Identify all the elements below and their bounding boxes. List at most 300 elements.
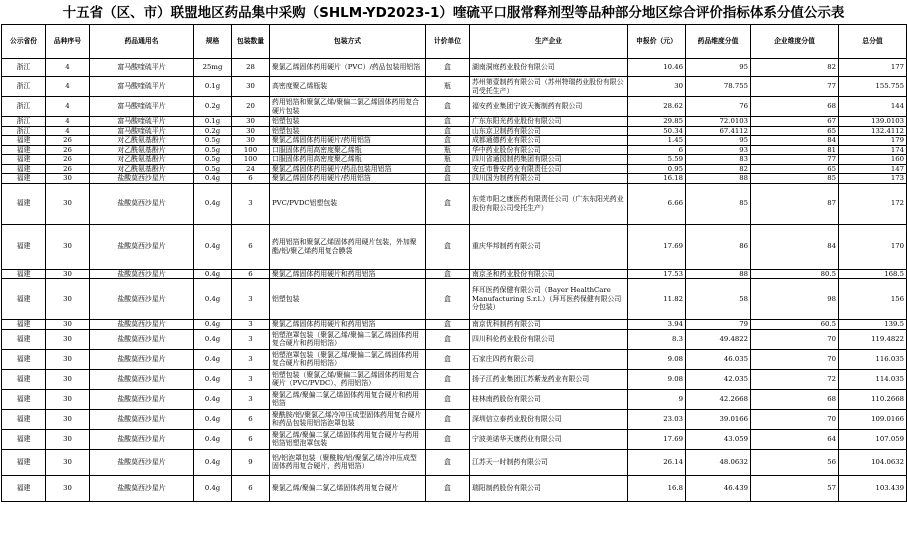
col-header-item-no: 品种序号 — [46, 25, 90, 59]
cell-spec: 25mg — [194, 59, 232, 77]
cell-spec: 0.5g — [194, 164, 232, 174]
cell-price: 16.8 — [628, 475, 686, 501]
cell-unit: 盒 — [426, 369, 470, 389]
header-row — [2, 25, 907, 59]
cell-spec: 0.2g — [194, 126, 232, 136]
cell-unit: 盒 — [426, 136, 470, 146]
cell-spec: 0.4g — [194, 224, 232, 269]
cell-spec: 0.4g — [194, 429, 232, 449]
cell-province: 福建 — [2, 320, 46, 330]
cell-province: 浙江 — [2, 59, 46, 77]
col-header-drug-score: 药品维度分值 — [686, 25, 751, 59]
cell-manufacturer: 东莞市阳之康医药有限责任公司（广东东阳光药业股份有限公司受托生产） — [470, 183, 628, 224]
table-row — [2, 126, 907, 136]
cell-pack-type: 铝塑包装 — [270, 126, 426, 136]
col-header-province: 公示省份 — [2, 25, 46, 59]
cell-pack-type: 聚氯乙烯固体药用硬片和药用铝箔 — [270, 269, 426, 279]
col-header-pack-qty: 包装数量 — [232, 25, 270, 59]
cell-manufacturer: 广东东阳光药业股份有限公司 — [470, 117, 628, 127]
cell-pack-qty: 3 — [232, 389, 270, 409]
cell-price: 30 — [628, 77, 686, 97]
cell-drug-name: 盐酸莫西沙星片 — [90, 369, 194, 389]
col-header-unit: 计价单位 — [426, 25, 470, 59]
cell-unit: 盒 — [426, 183, 470, 224]
cell-province: 福建 — [2, 409, 46, 429]
cell-manufacturer: 四川国为制药有限公司 — [470, 174, 628, 184]
cell-total-score: 110.2668 — [839, 389, 907, 409]
cell-total-score: 116.035 — [839, 349, 907, 369]
cell-company-score: 82 — [751, 59, 839, 77]
cell-manufacturer: 深圳信立泰药业股份有限公司 — [470, 409, 628, 429]
cell-pack-qty: 30 — [232, 126, 270, 136]
cell-pack-type: 口服固体药用高密度聚乙烯瓶 — [270, 145, 426, 155]
cell-total-score: 156 — [839, 279, 907, 320]
cell-pack-qty: 6 — [232, 475, 270, 501]
table-row — [2, 429, 907, 449]
cell-manufacturer: 南京优科制药有限公司 — [470, 320, 628, 330]
table-row — [2, 145, 907, 155]
cell-total-score: 119.4822 — [839, 329, 907, 349]
cell-price: 6.66 — [628, 183, 686, 224]
cell-total-score: 144 — [839, 97, 907, 117]
cell-company-score: 81 — [751, 145, 839, 155]
cell-price: 10.46 — [628, 59, 686, 77]
cell-company-score: 84 — [751, 136, 839, 146]
cell-unit: 盒 — [426, 475, 470, 501]
cell-price: 28.62 — [628, 97, 686, 117]
cell-item-no: 30 — [46, 449, 90, 475]
cell-manufacturer: 山东京卫制药有限公司 — [470, 126, 628, 136]
cell-pack-type: 铝塑包装 — [270, 117, 426, 127]
cell-spec: 0.4g — [194, 475, 232, 501]
cell-drug-name: 盐酸莫西沙星片 — [90, 183, 194, 224]
cell-spec: 0.4g — [194, 183, 232, 224]
cell-company-score: 72 — [751, 369, 839, 389]
table-row — [2, 117, 907, 127]
cell-drug-score: 85 — [686, 183, 751, 224]
cell-drug-score: 42.035 — [686, 369, 751, 389]
cell-spec: 0.2g — [194, 97, 232, 117]
cell-pack-qty: 3 — [232, 349, 270, 369]
cell-unit: 盒 — [426, 126, 470, 136]
cell-drug-name: 盐酸莫西沙星片 — [90, 349, 194, 369]
cell-manufacturer: 拜耳医药保健有限公司（Bayer HealthCare Manufacturing S.r.l.）（拜耳医药保健有限公司分包装） — [470, 279, 628, 320]
cell-pack-qty: 6 — [232, 224, 270, 269]
cell-spec: 0.4g — [194, 329, 232, 349]
cell-pack-type: 聚氯乙烯/聚偏二氯乙烯固体药用复合硬片与药用铝箔铝塑泡罩包装 — [270, 429, 426, 449]
cell-pack-qty: 3 — [232, 369, 270, 389]
cell-pack-type: 聚氯乙烯固体药用硬片/药品包装用铝箔 — [270, 164, 426, 174]
cell-item-no: 26 — [46, 145, 90, 155]
cell-total-score: 132.4112 — [839, 126, 907, 136]
cell-drug-score: 79 — [686, 320, 751, 330]
cell-province: 浙江 — [2, 126, 46, 136]
cell-pack-qty: 30 — [232, 117, 270, 127]
cell-pack-type: 口服固体药用高密度聚乙烯瓶 — [270, 155, 426, 165]
cell-unit: 盒 — [426, 349, 470, 369]
cell-drug-name: 盐酸莫西沙星片 — [90, 389, 194, 409]
cell-manufacturer: 重庆华邦制药有限公司 — [470, 224, 628, 269]
cell-province: 浙江 — [2, 97, 46, 117]
cell-unit: 盒 — [426, 329, 470, 349]
score-table — [1, 24, 907, 502]
cell-pack-type: 聚氯乙烯/聚偏二氯乙烯固体药用复合硬片 — [270, 475, 426, 501]
cell-total-score: 172 — [839, 183, 907, 224]
cell-total-score: 160 — [839, 155, 907, 165]
cell-manufacturer: 成都通德药业有限公司 — [470, 136, 628, 146]
cell-drug-name: 对乙酰氨基酚片 — [90, 164, 194, 174]
cell-drug-name: 富马酸喹硫平片 — [90, 117, 194, 127]
cell-total-score: 173 — [839, 174, 907, 184]
cell-pack-type: 聚氯乙烯/聚偏二氯乙烯固体药用复合硬片和药用铝箔 — [270, 389, 426, 409]
cell-drug-score: 72.0103 — [686, 117, 751, 127]
cell-drug-score: 95 — [686, 136, 751, 146]
cell-price: 29.85 — [628, 117, 686, 127]
cell-drug-name: 盐酸莫西沙星片 — [90, 174, 194, 184]
cell-item-no: 30 — [46, 269, 90, 279]
cell-price: 0.95 — [628, 164, 686, 174]
cell-total-score: 139.0103 — [839, 117, 907, 127]
table-row — [2, 97, 907, 117]
cell-pack-qty: 3 — [232, 279, 270, 320]
table-row — [2, 174, 907, 184]
col-header-company-score: 企业维度分值 — [751, 25, 839, 59]
cell-total-score: 104.0632 — [839, 449, 907, 475]
table-row — [2, 155, 907, 165]
cell-pack-qty: 6 — [232, 269, 270, 279]
cell-province: 福建 — [2, 183, 46, 224]
cell-spec: 0.4g — [194, 279, 232, 320]
cell-pack-type: 铝/铝泡罩包装（聚酰胺/铝/聚氯乙烯冷冲压成型固体药用复合硬片，药用铝箔） — [270, 449, 426, 475]
cell-pack-type: 高密度聚乙烯瓶装 — [270, 77, 426, 97]
cell-price: 50.34 — [628, 126, 686, 136]
cell-item-no: 30 — [46, 409, 90, 429]
cell-spec: 0.4g — [194, 174, 232, 184]
cell-spec: 0.1g — [194, 117, 232, 127]
cell-price: 6 — [628, 145, 686, 155]
cell-province: 福建 — [2, 224, 46, 269]
cell-drug-score: 49.4822 — [686, 329, 751, 349]
cell-company-score: 77 — [751, 77, 839, 97]
cell-company-score: 87 — [751, 183, 839, 224]
cell-unit: 盒 — [426, 429, 470, 449]
cell-province: 福建 — [2, 349, 46, 369]
cell-item-no: 30 — [46, 279, 90, 320]
cell-pack-type: 药用铝箔和聚氯乙烯/聚偏二氯乙烯固体药用复合硬片包装 — [270, 97, 426, 117]
cell-province: 浙江 — [2, 117, 46, 127]
cell-manufacturer: 福安药业集团宁波天衡制药有限公司 — [470, 97, 628, 117]
cell-pack-type: 聚氯乙烯固体药用硬片/药用铝箔 — [270, 174, 426, 184]
cell-item-no: 30 — [46, 183, 90, 224]
cell-company-score: 64 — [751, 429, 839, 449]
cell-company-score: 80.5 — [751, 269, 839, 279]
table-row — [2, 183, 907, 224]
col-header-pack-type: 包装方式 — [270, 25, 426, 59]
cell-drug-score: 58 — [686, 279, 751, 320]
cell-price: 23.03 — [628, 409, 686, 429]
cell-total-score: 168.5 — [839, 269, 907, 279]
cell-total-score: 174 — [839, 145, 907, 155]
col-header-total-score: 总分值 — [839, 25, 907, 59]
cell-spec: 0.1g — [194, 77, 232, 97]
cell-manufacturer: 四川科伦药业股份有限公司 — [470, 329, 628, 349]
cell-province: 福建 — [2, 269, 46, 279]
cell-pack-qty: 6 — [232, 409, 270, 429]
cell-pack-qty: 100 — [232, 155, 270, 165]
cell-price: 17.53 — [628, 269, 686, 279]
cell-item-no: 30 — [46, 369, 90, 389]
cell-company-score: 68 — [751, 389, 839, 409]
cell-unit: 盒 — [426, 117, 470, 127]
cell-item-no: 30 — [46, 224, 90, 269]
cell-province: 福建 — [2, 279, 46, 320]
cell-drug-score: 86 — [686, 224, 751, 269]
cell-total-score: 179 — [839, 136, 907, 146]
table-row — [2, 77, 907, 97]
cell-price: 11.82 — [628, 279, 686, 320]
cell-drug-name: 盐酸莫西沙星片 — [90, 269, 194, 279]
cell-drug-score: 93 — [686, 145, 751, 155]
cell-item-no: 26 — [46, 164, 90, 174]
cell-unit: 瓶 — [426, 155, 470, 165]
cell-unit: 盒 — [426, 97, 470, 117]
cell-province: 福建 — [2, 475, 46, 501]
table-row — [2, 164, 907, 174]
table-row — [2, 59, 907, 77]
cell-province: 福建 — [2, 329, 46, 349]
cell-drug-name: 盐酸莫西沙星片 — [90, 329, 194, 349]
cell-price: 5.59 — [628, 155, 686, 165]
table-row — [2, 409, 907, 429]
cell-pack-qty: 30 — [232, 136, 270, 146]
cell-item-no: 30 — [46, 429, 90, 449]
cell-drug-score: 95 — [686, 59, 751, 77]
cell-total-score: 147 — [839, 164, 907, 174]
cell-pack-type: 铝塑泡罩包装（聚氯乙烯/聚偏二氯乙烯固体药用复合硬片和药用铝箔） — [270, 349, 426, 369]
cell-company-score: 56 — [751, 449, 839, 475]
cell-pack-qty: 3 — [232, 329, 270, 349]
cell-drug-name: 对乙酰氨基酚片 — [90, 155, 194, 165]
table-row — [2, 389, 907, 409]
cell-spec: 0.4g — [194, 369, 232, 389]
cell-manufacturer: 四川省通园制药集团有限公司 — [470, 155, 628, 165]
cell-item-no: 26 — [46, 136, 90, 146]
cell-province: 福建 — [2, 389, 46, 409]
cell-spec: 0.4g — [194, 449, 232, 475]
cell-pack-type: 铝塑包装 — [270, 279, 426, 320]
cell-company-score: 70 — [751, 329, 839, 349]
cell-pack-type: 药用铝箔和聚氯乙烯固体药用硬片包装，外加聚酯/铝/聚乙烯药用复合膜袋 — [270, 224, 426, 269]
page-title: 十五省（区、市）联盟地区药品集中采购（SHLM-YD2023-1）喹硫平口服常释剂型等品种部分地区综合评价指标体系分值公示表 — [62, 5, 845, 21]
cell-price: 16.18 — [628, 174, 686, 184]
cell-drug-score: 88 — [686, 269, 751, 279]
cell-unit: 盒 — [426, 59, 470, 77]
cell-pack-qty: 9 — [232, 449, 270, 475]
col-header-spec: 规格 — [194, 25, 232, 59]
cell-pack-qty: 100 — [232, 145, 270, 155]
table-row — [2, 279, 907, 320]
cell-drug-score: 48.0632 — [686, 449, 751, 475]
cell-price: 26.14 — [628, 449, 686, 475]
cell-drug-score: 67.4112 — [686, 126, 751, 136]
cell-pack-type: 聚酰胺/铝/聚氯乙烯冷冲压成型固体药用复合硬片和药品包装用铝箔泡罩包装 — [270, 409, 426, 429]
cell-item-no: 4 — [46, 126, 90, 136]
cell-manufacturer: 桂林南药股份有限公司 — [470, 389, 628, 409]
cell-spec: 0.4g — [194, 409, 232, 429]
cell-pack-qty: 28 — [232, 59, 270, 77]
cell-company-score: 85 — [751, 174, 839, 184]
cell-pack-type: 聚氯乙烯固体药用硬片（PVC）/药品包装用铝箔 — [270, 59, 426, 77]
cell-drug-name: 富马酸喹硫平片 — [90, 97, 194, 117]
cell-unit: 盒 — [426, 320, 470, 330]
cell-price: 1.45 — [628, 136, 686, 146]
cell-province: 福建 — [2, 449, 46, 475]
cell-drug-name: 对乙酰氨基酚片 — [90, 145, 194, 155]
cell-manufacturer: 宁波美诺华天康药业有限公司 — [470, 429, 628, 449]
cell-pack-type: 聚氯乙烯固体药用硬片和药用铝箔 — [270, 320, 426, 330]
cell-unit: 盒 — [426, 389, 470, 409]
cell-drug-name: 盐酸莫西沙星片 — [90, 224, 194, 269]
col-header-price: 申报价（元） — [628, 25, 686, 59]
cell-item-no: 30 — [46, 329, 90, 349]
table-row — [2, 349, 907, 369]
cell-company-score: 65 — [751, 164, 839, 174]
cell-drug-name: 盐酸莫西沙星片 — [90, 475, 194, 501]
cell-total-score: 170 — [839, 224, 907, 269]
cell-item-no: 30 — [46, 475, 90, 501]
cell-spec: 0.5g — [194, 136, 232, 146]
cell-unit: 瓶 — [426, 145, 470, 155]
cell-total-score: 109.0166 — [839, 409, 907, 429]
cell-company-score: 60.5 — [751, 320, 839, 330]
cell-pack-qty: 20 — [232, 97, 270, 117]
table-row — [2, 475, 907, 501]
cell-price: 17.69 — [628, 429, 686, 449]
cell-drug-score: 46.439 — [686, 475, 751, 501]
cell-price: 9 — [628, 389, 686, 409]
cell-total-score: 155.755 — [839, 77, 907, 97]
cell-item-no: 4 — [46, 77, 90, 97]
cell-item-no: 4 — [46, 97, 90, 117]
cell-unit: 盒 — [426, 224, 470, 269]
cell-manufacturer: 南京圣和药业股份有限公司 — [470, 269, 628, 279]
cell-drug-score: 39.0166 — [686, 409, 751, 429]
cell-pack-qty: 3 — [232, 320, 270, 330]
cell-pack-qty: 30 — [232, 77, 270, 97]
cell-item-no: 30 — [46, 389, 90, 409]
table-row — [2, 136, 907, 146]
cell-unit: 盒 — [426, 269, 470, 279]
cell-province: 福建 — [2, 369, 46, 389]
cell-province: 福建 — [2, 174, 46, 184]
cell-company-score: 68 — [751, 97, 839, 117]
cell-total-score: 177 — [839, 59, 907, 77]
cell-drug-name: 盐酸莫西沙星片 — [90, 409, 194, 429]
cell-total-score: 139.5 — [839, 320, 907, 330]
cell-spec: 0.5g — [194, 145, 232, 155]
table-row — [2, 449, 907, 475]
cell-company-score: 77 — [751, 155, 839, 165]
cell-unit: 瓶 — [426, 77, 470, 97]
cell-drug-score: 76 — [686, 97, 751, 117]
cell-province: 浙江 — [2, 77, 46, 97]
cell-pack-qty: 24 — [232, 164, 270, 174]
cell-drug-score: 83 — [686, 155, 751, 165]
cell-manufacturer: 扬子江药业集团江苏紫龙药业有限公司 — [470, 369, 628, 389]
cell-drug-name: 盐酸莫西沙星片 — [90, 449, 194, 475]
table-row — [2, 320, 907, 330]
cell-drug-name: 盐酸莫西沙星片 — [90, 429, 194, 449]
cell-manufacturer: 石家庄四药有限公司 — [470, 349, 628, 369]
cell-price: 3.94 — [628, 320, 686, 330]
cell-drug-score: 88 — [686, 174, 751, 184]
cell-item-no: 30 — [46, 349, 90, 369]
cell-drug-name: 富马酸喹硫平片 — [90, 77, 194, 97]
cell-drug-name: 富马酸喹硫平片 — [90, 59, 194, 77]
cell-company-score: 65 — [751, 126, 839, 136]
cell-spec: 0.4g — [194, 269, 232, 279]
cell-spec: 0.5g — [194, 155, 232, 165]
table-row — [2, 224, 907, 269]
cell-drug-score: 46.035 — [686, 349, 751, 369]
cell-unit: 盒 — [426, 174, 470, 184]
cell-pack-type: 铝塑泡罩包装（聚氯乙烯/聚偏二氯乙烯固体药用复合硬片和药用铝箔） — [270, 329, 426, 349]
cell-province: 福建 — [2, 136, 46, 146]
cell-item-no: 26 — [46, 155, 90, 165]
cell-manufacturer: 瑞阳制药股份有限公司 — [470, 475, 628, 501]
cell-drug-name: 富马酸喹硫平片 — [90, 126, 194, 136]
cell-company-score: 98 — [751, 279, 839, 320]
col-header-manufacturer: 生产企业 — [470, 25, 628, 59]
cell-manufacturer: 湖南洞庭药业股份有限公司 — [470, 59, 628, 77]
cell-manufacturer: 苏州第壹制药有限公司（苏州特瑞药业股份有限公司受托生产） — [470, 77, 628, 97]
cell-total-score: 107.059 — [839, 429, 907, 449]
cell-spec: 0.4g — [194, 320, 232, 330]
cell-drug-score: 42.2668 — [686, 389, 751, 409]
cell-pack-type: 铝塑包装（聚氯乙烯/聚偏二氯乙烯固体药用复合硬片（PVC/PVDC）、药用铝箔） — [270, 369, 426, 389]
cell-pack-type: PVC/PVDC铝塑包装 — [270, 183, 426, 224]
table-row — [2, 369, 907, 389]
cell-item-no: 4 — [46, 59, 90, 77]
cell-drug-score: 78.755 — [686, 77, 751, 97]
cell-drug-name: 对乙酰氨基酚片 — [90, 136, 194, 146]
cell-item-no: 30 — [46, 320, 90, 330]
cell-pack-qty: 6 — [232, 429, 270, 449]
table-row — [2, 329, 907, 349]
cell-company-score: 70 — [751, 349, 839, 369]
cell-price: 9.08 — [628, 349, 686, 369]
cell-province: 福建 — [2, 429, 46, 449]
cell-province: 福建 — [2, 164, 46, 174]
cell-company-score: 84 — [751, 224, 839, 269]
cell-unit: 盒 — [426, 279, 470, 320]
cell-unit: 盒 — [426, 164, 470, 174]
cell-drug-name: 盐酸莫西沙星片 — [90, 320, 194, 330]
cell-drug-name: 盐酸莫西沙星片 — [90, 279, 194, 320]
cell-pack-qty: 6 — [232, 174, 270, 184]
cell-company-score: 57 — [751, 475, 839, 501]
cell-pack-qty: 3 — [232, 183, 270, 224]
cell-item-no: 4 — [46, 117, 90, 127]
cell-province: 福建 — [2, 155, 46, 165]
cell-total-score: 114.035 — [839, 369, 907, 389]
cell-manufacturer: 华中药业股份有限公司 — [470, 145, 628, 155]
cell-price: 8.3 — [628, 329, 686, 349]
cell-province: 福建 — [2, 145, 46, 155]
cell-spec: 0.4g — [194, 389, 232, 409]
cell-manufacturer: 安丘市鲁安药业有限责任公司 — [470, 164, 628, 174]
cell-pack-type: 聚氯乙烯固体药用硬片/药用铝箔 — [270, 136, 426, 146]
